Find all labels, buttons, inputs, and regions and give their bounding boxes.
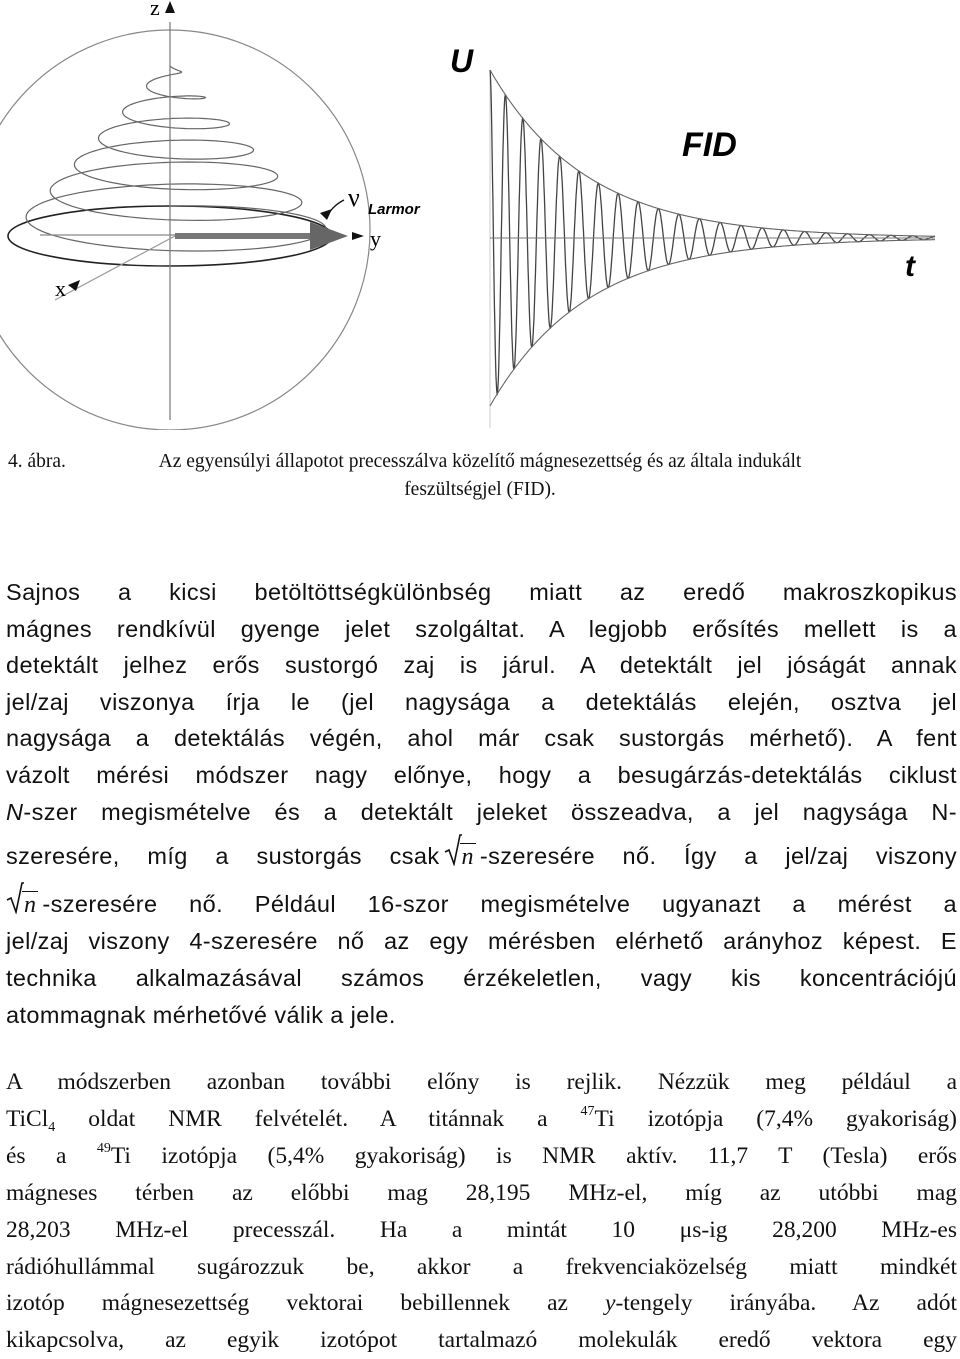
x-arrow-icon (68, 280, 80, 291)
sqrt-icon (6, 882, 24, 914)
p1-line: atommagnak mérhetővé válik a jele. (6, 1001, 396, 1028)
p2-line-3 (6, 1138, 957, 1175)
p2-line-7b: -tengely irányába. Az adót (615, 1290, 957, 1317)
p1-line: jel/zaj viszony 4-szeresére nő az egy mérésben elérhető arányhoz képest. E (6, 928, 957, 955)
p1-line-7 (6, 794, 957, 831)
italic-y: y (605, 1290, 616, 1317)
caption-number: 4. ábra. (8, 451, 66, 472)
p2-line-7a: izotóp mágnesezettség vektorai bebillennek az (6, 1290, 606, 1317)
sqrt-n (444, 838, 476, 876)
caption-line-1: Az egyensúlyi állapotot precesszálva közelítő mágnesezettség és az általa indukált (158, 451, 802, 472)
figure-caption (8, 448, 952, 504)
p1-line: mágnes rendkívül gyenge jelet szolgáltat. A legjobb erősítés mellett is a (6, 615, 957, 642)
paragraph-1 (6, 574, 957, 1033)
italic-n: N (6, 798, 24, 825)
z-arrow-icon (165, 1, 175, 13)
p1-line-7-text: -szer megismételve és a detektált jeleket összeadva, a jel nagysága N- (23, 798, 957, 825)
caption-line-2: feszültségjel (FID). (404, 479, 556, 500)
p2-line: mágneses térben az előbbi mag 28,195 MHz-el, míg az utóbbi mag (6, 1179, 957, 1206)
y-label: y (370, 226, 381, 251)
fid-plot (490, 70, 935, 428)
p1-line-8 (6, 838, 957, 876)
larmor-label: Larmor (368, 201, 420, 218)
sqrt-n-text: n (461, 844, 474, 871)
p1-line: nagysága a detektálás végén, ahol már csak sustorgás mérhető). A fent (6, 725, 957, 752)
p2-line: A módszerben azonban további előny is rejlik. Nézzük meg például a (6, 1069, 957, 1095)
ticl: TiCl (6, 1105, 49, 1132)
bloch-sphere (0, 1, 370, 430)
p2-line-2b: oldat NMR felvételét. A titánnak a (55, 1105, 581, 1132)
z-label: z (150, 0, 160, 20)
larmor-arrow-icon (320, 209, 332, 220)
p2-line-3b: Ti izotópja (5,4% gyakoriság) is NMR aktív. 11,7 T (Tesla) erős (110, 1142, 957, 1169)
nmr-figure (0, 0, 960, 430)
sqrt-n-2 (6, 886, 38, 924)
fid-signal (490, 70, 935, 394)
p1-line-8b: -szeresére nő. Így a jel/zaj viszony (479, 843, 958, 870)
p1-line: Sajnos a kicsi betöltöttségkülönbség miatt az eredő makroszkopikus (6, 579, 957, 605)
y-arrow-icon (352, 232, 364, 240)
fid-u-label: U (450, 43, 474, 79)
p2-line-2c: Ti izotópja (7,4% gyakoriság) (594, 1105, 957, 1132)
p1-line: jel/zaj viszonya írja le (jel nagysága a detektálás elején, osztva jel (6, 688, 957, 715)
p2-line-3a: és a (6, 1142, 97, 1169)
fid-envelope-bottom (490, 240, 935, 406)
p1-line: technika alkalmazásával számos érzékeletlen, vagy kis koncentrációjú (6, 964, 957, 991)
magnetization-arrowhead (310, 222, 348, 250)
nu-label: ν (348, 183, 360, 212)
p1-line-9a: -szeresére nő. Például 16-szor megismételve ugyanazt a mérést a (42, 890, 957, 917)
p1-line-8a: szeresére, míg a sustorgás csak (6, 843, 440, 870)
p2-line-2 (6, 1101, 957, 1138)
ticl-subscript: 4 (48, 1119, 56, 1135)
fid-t-label: t (905, 250, 915, 283)
p2-line-7 (6, 1285, 957, 1322)
fid-title: FID (682, 126, 737, 164)
p1-line: detektált jelhez erős sustorgó zaj is járul. A detektált jel jóságát annak (6, 652, 957, 679)
sqrt-n-text: n (24, 891, 37, 918)
p2-line: rádióhullámmal sugározzuk be, akkor a frekvenciaközelség miatt mindkét (6, 1253, 957, 1280)
x-label: x (55, 276, 66, 301)
p2-line: 28,203 MHz-el precesszál. Ha a mintát 10 μs-ig 28,200 MHz-es (6, 1216, 957, 1243)
sqrt-icon (444, 834, 462, 866)
p1-line: vázolt mérési módszer nagy előnye, hogy a besugárzás-detektálás ciklust (6, 761, 957, 788)
isotope-49: 49 (96, 1140, 111, 1156)
isotope-47: 47 (580, 1103, 595, 1119)
x-axis-line (55, 236, 175, 300)
paragraph-2 (6, 1064, 957, 1359)
p2-line: kikapcsolva, az egyik izotópot tartalmazó molekulák eredő vektora egy (6, 1327, 957, 1354)
p1-line-9 (6, 886, 957, 924)
precession-spiral (26, 66, 326, 251)
